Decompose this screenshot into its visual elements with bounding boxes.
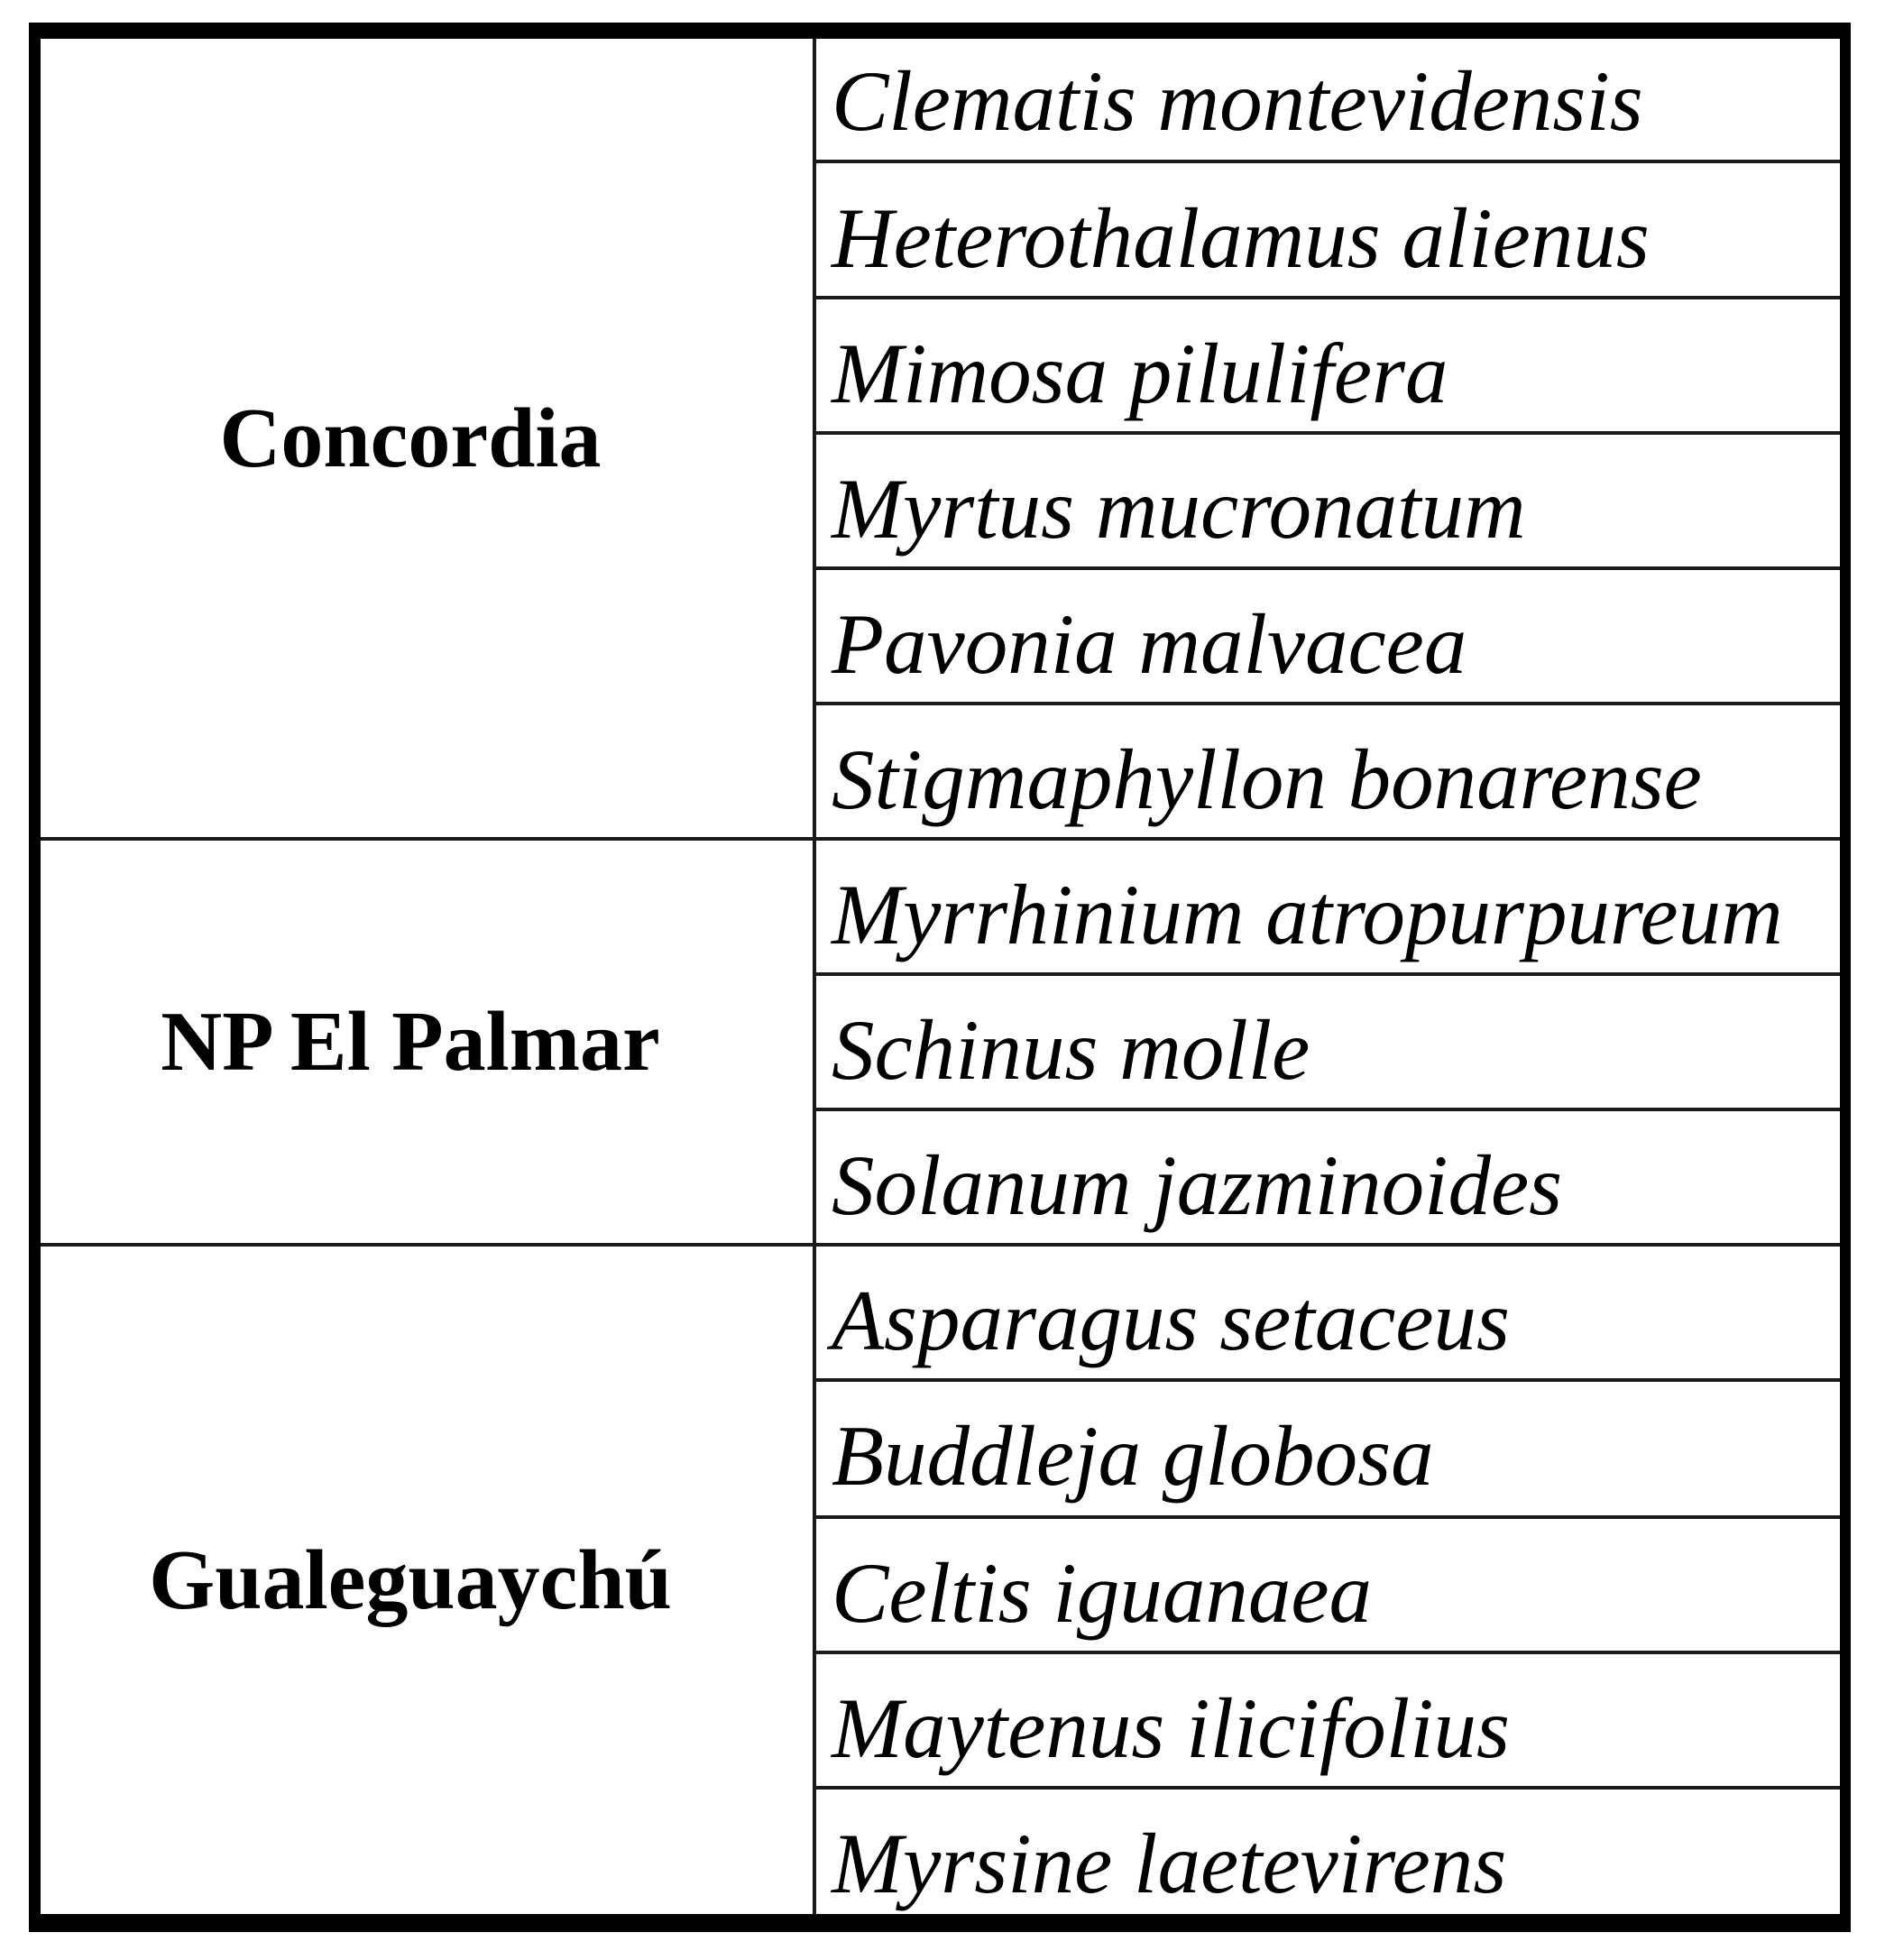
column-divider xyxy=(813,39,816,1914)
row-divider xyxy=(814,1108,1840,1111)
species-cell: Schinus molle xyxy=(832,1002,1310,1098)
row-divider xyxy=(814,160,1840,163)
site-label-concordia xyxy=(41,39,813,837)
species-cell: Asparagus setaceus xyxy=(832,1273,1511,1368)
row-divider xyxy=(814,566,1840,570)
row-divider xyxy=(814,431,1840,435)
site-name: Concordia xyxy=(219,391,602,485)
row-divider xyxy=(814,1515,1840,1519)
species-cell: Myrsine laetevirens xyxy=(832,1816,1507,1911)
row-divider xyxy=(814,1378,1840,1382)
row-divider xyxy=(814,972,1840,976)
species-cell: Maytenus ilicifolius xyxy=(832,1680,1510,1776)
species-cell: Solanum jazminoides xyxy=(832,1137,1563,1233)
species-cell: Heterothalamus alienus xyxy=(832,190,1650,286)
row-divider xyxy=(814,702,1840,705)
site-label-el-palmar xyxy=(41,841,813,1243)
site-name: NP El Palmar xyxy=(161,995,660,1089)
species-cell: Stigmaphyllon bonarense xyxy=(832,732,1702,827)
species-table xyxy=(29,23,1851,1932)
table-body xyxy=(41,39,1840,1914)
species-cell: Myrrhinium atropurpureum xyxy=(832,867,1783,962)
species-cell: Pavonia malvacea xyxy=(832,596,1467,692)
row-divider xyxy=(814,1651,1840,1654)
species-cell: Buddleja globosa xyxy=(832,1408,1434,1504)
species-cell: Clematis montevidensis xyxy=(832,53,1643,149)
site-name: Gualeguaychú xyxy=(149,1533,672,1627)
row-divider xyxy=(814,1786,1840,1790)
row-divider xyxy=(814,296,1840,299)
species-cell: Myrtus mucronatum xyxy=(832,461,1526,557)
species-cell: Mimosa pilulifera xyxy=(832,326,1448,421)
species-cell: Celtis iguanaea xyxy=(832,1545,1372,1641)
site-label-gualeguaychu xyxy=(41,1247,813,1914)
